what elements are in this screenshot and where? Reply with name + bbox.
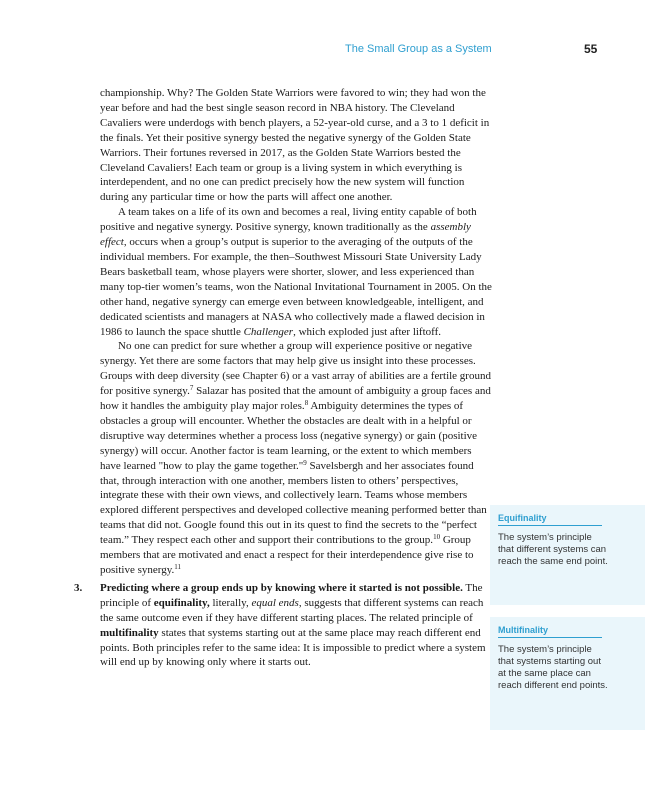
paragraph-1: championship. Why? The Golden State Warriors were favored to win; they had won the year before and had the best single season record in NBA history. The Cleveland Cavaliers were underdogs with bench players, a 52-year-old curse, and a 3 to 1 deficit in the finals. Yet their positive synergy bested the negative synergy of the Golden State Warriors. Their fortunes reversed in 2017, as the Golden State Warriors bested the Cleveland Cavaliers! Each team or group is a living system in which everything is interdependent, and no one can predict precisely how the new system will function during any particular time or how the parts will affect one another. bbox=[100, 87, 490, 204]
numbered-item-3 bbox=[74, 581, 492, 670]
multifinality-term: multifinality bbox=[100, 626, 159, 639]
equal-ends-gloss: equal ends bbox=[251, 596, 299, 609]
challenger-title: Challenger bbox=[243, 325, 294, 338]
page-number: 55 bbox=[584, 42, 598, 56]
item-3-heading: Predicting where a group ends up by knowing where it started is not possible. bbox=[100, 581, 463, 594]
paragraph-3-part-c: Ambiguity determines the types of obstacles a group will encounter. Whether the obstacles are dealt with in a helpful or disruptive way determines whether a process loss (negative synergy) or gain (positive synergy) will occur. Another factor is team learning, or the extent to which members have learned "how to play the game together." bbox=[100, 400, 478, 472]
assembly-effect-term: assembly effect bbox=[100, 221, 471, 249]
paragraph-3-part-e: Group members that are motivated and enact a respect for their interdependence give rise to positive synergy. bbox=[100, 534, 474, 576]
glossary-term: Multifinality bbox=[498, 625, 602, 638]
body-text bbox=[74, 86, 492, 670]
item-3-part-a: The principle of bbox=[100, 581, 483, 609]
glossary-box-equifinality bbox=[490, 505, 645, 605]
footnote-ref-11: 11 bbox=[174, 563, 181, 571]
footnote-ref-8: 8 bbox=[304, 399, 309, 408]
paragraph-2-part-b: , occurs when a group’s output is superior to the averaging of the outputs of the individual members. For example, the then–Southwest Missouri State University Lady Bears basketball team, whose players were shorter, slower, and less experienced than many top-tier women’s teams, won the National Invitational Tournament in 2005. On the other hand, negative synergy can emerge even between knowledgeable, intelligent, and dedicated scientists and managers at NASA who collectively made a flawed decision in 1986 to launch the space shuttle bbox=[100, 236, 492, 338]
paragraph-3-part-b: Salazar has posited that the amount of ambiguity a group faces and how it handles the ambiguity play major roles. bbox=[100, 385, 491, 413]
footnote-ref-7: 7 bbox=[189, 384, 194, 393]
glossary-definition: The system’s principle that systems starting out at the same place can reach different end points. bbox=[498, 644, 608, 691]
running-head: The Small Group as a System bbox=[345, 43, 492, 55]
item-3-part-c: , suggests that different systems can reach the same outcome even if they have different starting places. The related principle of bbox=[100, 596, 484, 624]
glossary-term: Equifinality bbox=[498, 513, 602, 526]
paragraph-2-part-a: A team takes on a life of its own and becomes a real, living entity capable of both positive and negative synergy. Positive synergy, known traditionally as the bbox=[100, 206, 477, 234]
glossary-box-multifinality bbox=[490, 617, 645, 730]
paragraph-3 bbox=[100, 339, 492, 578]
item-3-text bbox=[100, 581, 492, 670]
paragraph-2-part-c: , which exploded just after liftoff. bbox=[293, 325, 442, 338]
footnote-ref-10: 10 bbox=[433, 533, 441, 542]
item-number: 3. bbox=[74, 581, 83, 594]
glossary-definition: The system’s principle that different systems can reach the same end point. bbox=[498, 532, 608, 567]
paragraph-3-part-a: No one can predict for sure whether a group will experience positive or negative synergy. Yet there are some factors that may help give us insight into these processes. Groups with deep diversity (see Chapter 6) or a vast array of abilities are a fertile ground for positive synergy. bbox=[100, 340, 491, 398]
item-3-part-d: states that systems starting out at the same place may reach different end points. Both principles refer to the same idea: It is impossible to predict where a system will end up by knowing only where it starts out. bbox=[100, 626, 486, 669]
item-3-part-b: literally, bbox=[209, 596, 252, 609]
equifinality-term: equifinality, bbox=[153, 596, 210, 609]
footnote-ref-9: 9 bbox=[303, 458, 307, 467]
paragraph-2 bbox=[100, 205, 492, 339]
paragraph-3-part-d: Savelsbergh and her associates found that, through interaction with one another, members listen to others’ perspectives, integrate these with their own views, and collectively learn. Teams whose members explored different perspectives and developed collective meaning performed better than teams that did not. Google found this out in its quest to find the secrets to the “perfect team.” They respect each other and support their contributions to the group. bbox=[100, 459, 487, 547]
